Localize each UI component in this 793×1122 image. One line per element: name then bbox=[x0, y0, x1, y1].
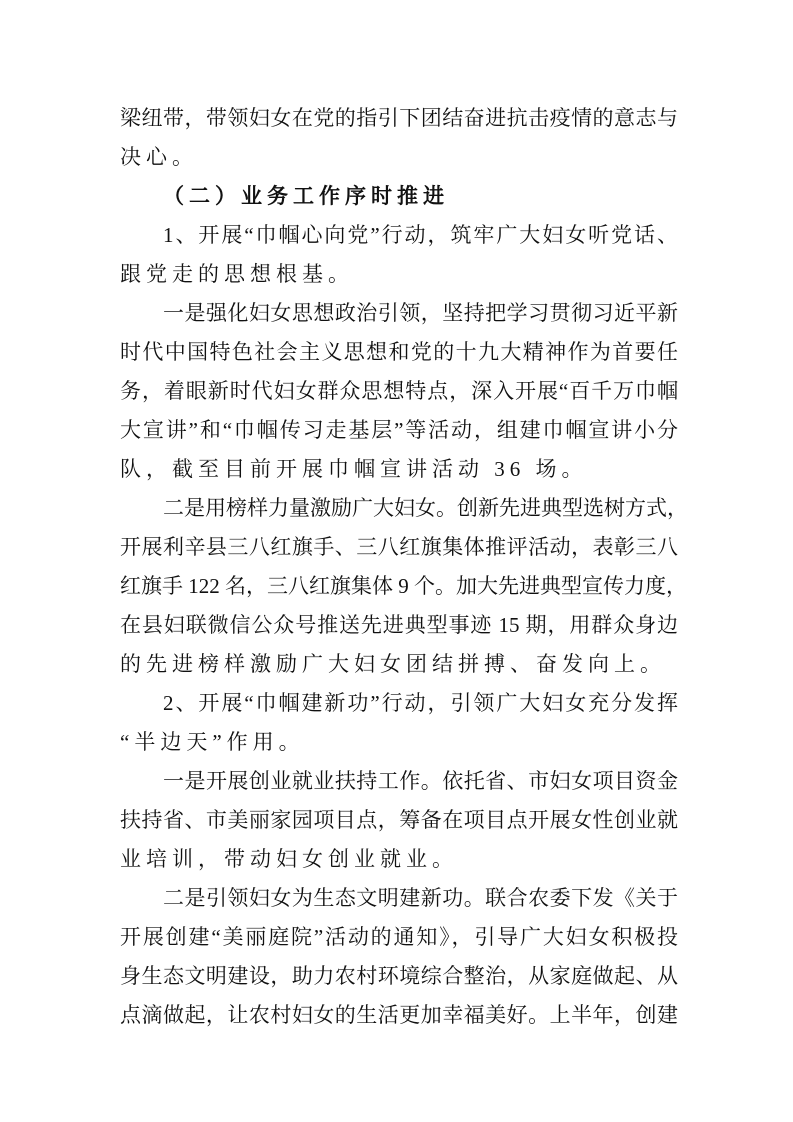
body-text-line: 开展创建“美丽庭院”活动的通知》，引导广大妇女积极投 bbox=[120, 925, 678, 949]
subsection-heading: 1、开展“巾帼心向党”行动，筑牢广大妇女听党话、 bbox=[163, 223, 678, 247]
body-text-line: 务，着眼新时代妇女群众思想特点，深入开展“百千万巾帼 bbox=[120, 379, 678, 403]
body-text-line: 业培训，带动妇女创业就业。 bbox=[120, 847, 458, 871]
body-text-line: 身生态文明建设，助力农村环境综合整治，从家庭做起、从 bbox=[120, 964, 678, 988]
body-text-line: 队，截至目前开展巾帼宣讲活动 36 场。 bbox=[120, 457, 588, 481]
body-text-line: 开展利辛县三八红旗手、三八红旗集体推评活动，表彰三八 bbox=[120, 535, 678, 559]
body-text-line: 在县妇联微信公众号推送先进典型事迹 15 期，用群众身边 bbox=[120, 613, 678, 637]
body-text-line: 梁纽带，带领妇女在党的指引下团结奋进抗击疫情的意志与 bbox=[120, 106, 678, 130]
subsection-heading: 2、开展“巾帼建新功”行动，引领广大妇女充分发挥 bbox=[163, 691, 678, 715]
body-text-line: 二是用榜样力量激励广大妇女。创新先进典型选树方式， bbox=[163, 496, 688, 520]
body-text-line: 大宣讲”和“巾帼传习走基层”等活动，组建巾帼宣讲小分 bbox=[120, 418, 678, 442]
body-text-line: 时代中国特色社会主义思想和党的十九大精神作为首要任 bbox=[120, 340, 678, 364]
body-text-line: 一是强化妇女思想政治引领，坚持把学习贯彻习近平新 bbox=[163, 301, 678, 325]
body-text-line: 跟党走的思想根基。 bbox=[120, 262, 354, 286]
body-text-line: “半边天”作用。 bbox=[120, 730, 305, 754]
body-text-line: 决心。 bbox=[120, 145, 198, 169]
body-text-line: 扶持省、市美丽家园项目点，筹备在项目点开展女性创业就 bbox=[120, 808, 678, 832]
section-heading: （二）业务工作序时推进 bbox=[163, 184, 449, 208]
body-text-line: 红旗手 122 名，三八红旗集体 9 个。加大先进典型宣传力度， bbox=[120, 574, 687, 598]
body-text-line: 的先进榜样激励广大妇女团结拼搏、奋发向上。 bbox=[120, 652, 666, 676]
body-text-line: 一是开展创业就业扶持工作。依托省、市妇女项目资金 bbox=[163, 769, 678, 793]
body-text-line: 点滴做起，让农村妇女的生活更加幸福美好。上半年，创建 bbox=[120, 1003, 678, 1027]
body-text-line: 二是引领妇女为生态文明建新功。联合农委下发《关于 bbox=[163, 886, 678, 910]
